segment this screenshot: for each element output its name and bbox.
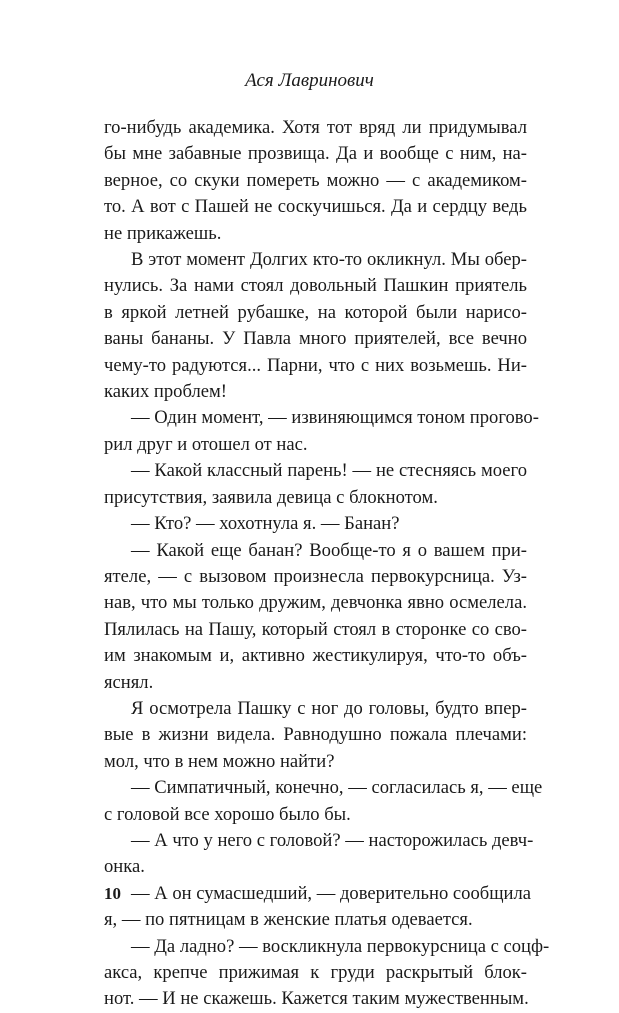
text-line: акса, крепче прижимая к груди раскрытый блок- — [104, 962, 527, 983]
text-line: — Какой еще банан? Вообще-то я о вашем при- — [131, 539, 527, 561]
text-line: в яркой летней рубашке, на которой были нарисо- — [104, 301, 527, 323]
text-line: — А что у него с головой? — насторожилась девч- — [131, 829, 534, 851]
text-line: то. А вот с Пашей не соскучишься. Да и сердцу ведь — [104, 196, 527, 218]
text-line: чему-то радуются... Парни, что с них возьмешь. Ни- — [104, 354, 527, 376]
text-line: бы мне забавные прозвища. Да и вообще с ним, на- — [104, 143, 527, 165]
text-line: яснял. — [104, 671, 154, 693]
text-line: нулись. За нами стоял довольный Пашкин приятель — [104, 275, 527, 297]
text-line: я, — по пятницам в женские платья одевается. — [104, 909, 473, 931]
text-line: Пялилась на Пашу, который стоял в сторонке со сво- — [104, 618, 527, 640]
running-head-author: Ася Лавринович — [245, 70, 374, 91]
text-line: — Кто? — хохотнула я. — Банан? — [131, 513, 400, 535]
text-line: — А он сумасшедший, — доверительно сообщила — [131, 882, 532, 904]
text-line: го-нибудь академика. Хотя тот вряд ли придумывал — [104, 117, 527, 138]
text-line: вые в жизни видела. Равнодушно пожала плечами: — [104, 724, 527, 746]
text-line: онка. — [104, 856, 145, 878]
text-line: нав, что мы только дружим, девчонка явно осмелела. — [104, 592, 527, 614]
body-text — [104, 115, 550, 1013]
text-line: верное, со скуки помереть можно — с академиком- — [104, 169, 527, 191]
text-line: им знакомым и, активно жестикулируя, что-то объ- — [104, 645, 527, 667]
text-line: присутствия, заявила девица с блокнотом. — [104, 486, 438, 508]
text-line: В этот момент Долгих кто-то окликнул. Мы обер- — [131, 249, 527, 271]
text-line: — Какой классный парень! — не стесняясь моего — [131, 460, 527, 482]
text-line: каких проблем! — [104, 381, 227, 403]
text-line: — Симпатичный, конечно, — согласилась я, — еще — [131, 777, 543, 799]
text-line: — Да ладно? — воскликнула первокурсница с соцф- — [131, 935, 550, 957]
text-line: нот. — И не скажешь. Кажется таким мужественным. — [104, 988, 529, 1010]
text-line: ваны бананы. У Павла много приятелей, все вечно — [104, 328, 527, 350]
text-line: — Один момент, — извиняющимся тоном прогово- — [131, 407, 539, 429]
text-line: ятеле, — с вызовом произнесла первокурсница. Уз- — [104, 565, 527, 587]
text-line: мол, что в нем можно найти? — [104, 750, 335, 772]
text-line: рил друг и отошел от нас. — [104, 433, 308, 455]
page-number: 10 — [104, 884, 121, 903]
text-line: с головой все хорошо было бы. — [104, 803, 351, 825]
text-line: не прикажешь. — [104, 222, 222, 244]
text-line: Я осмотрела Пашку с ног до головы, будто впер- — [131, 697, 527, 719]
